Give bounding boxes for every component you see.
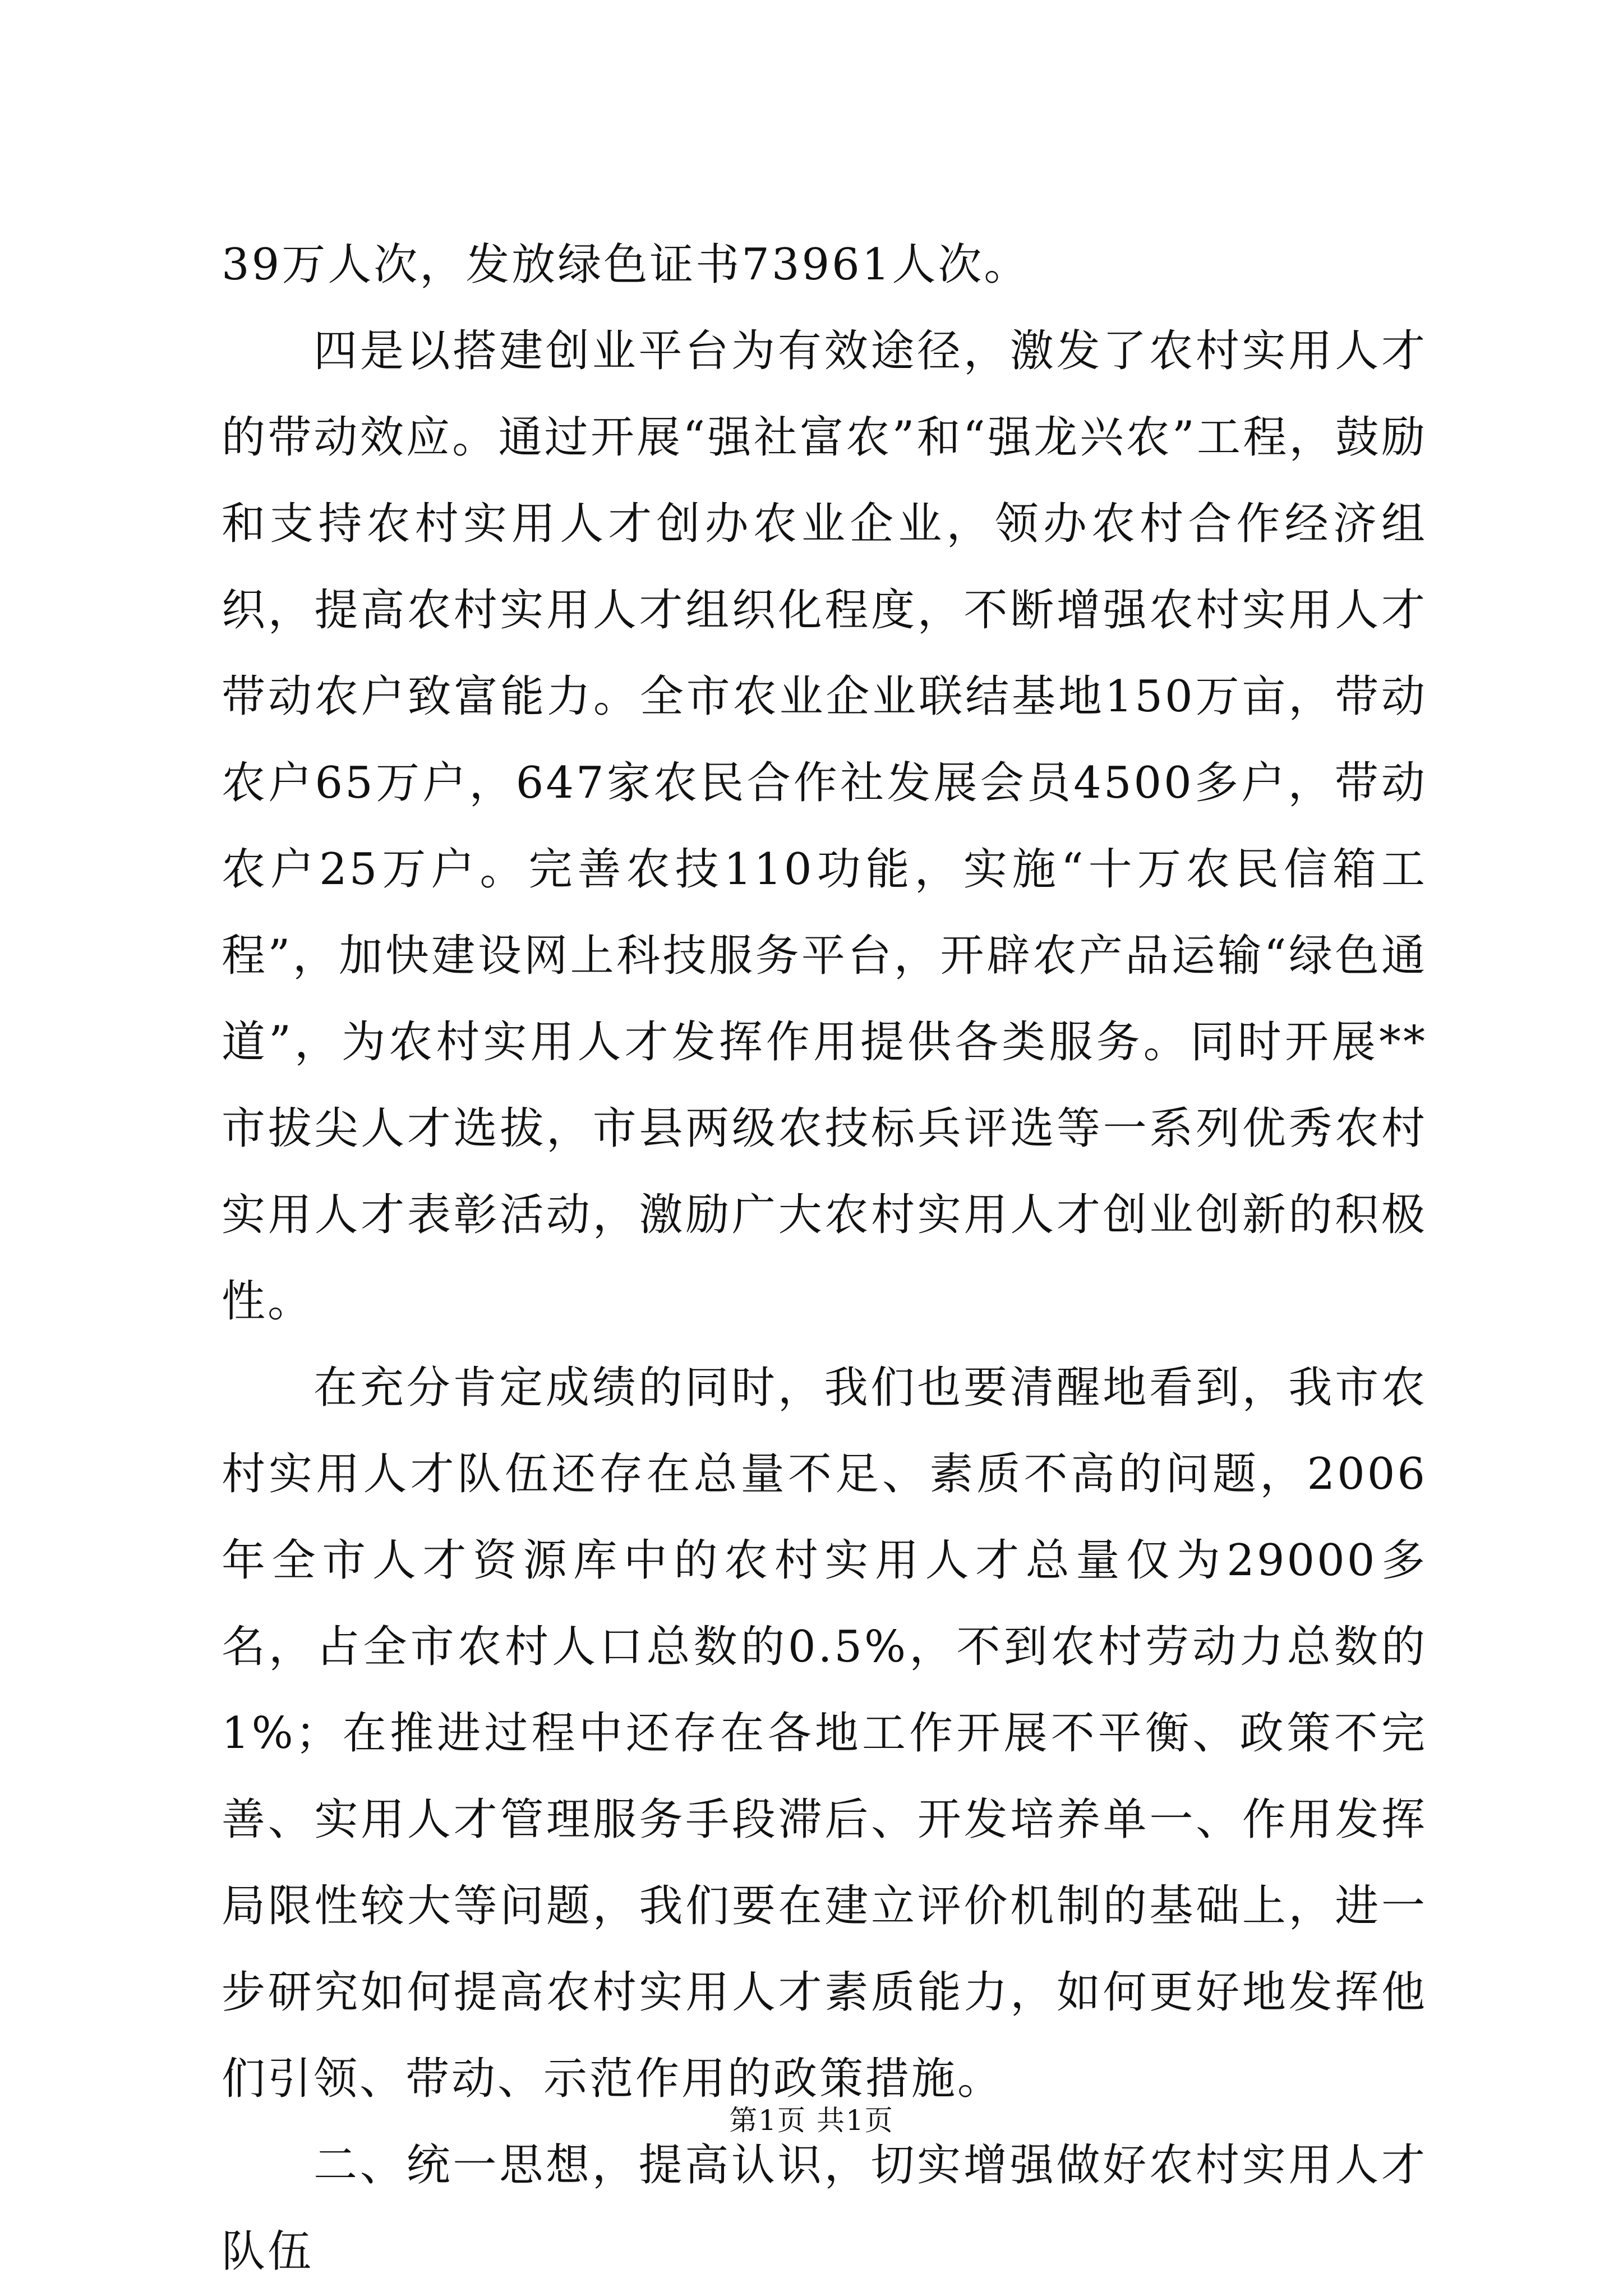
document-body xyxy=(222,222,1427,2295)
paragraph-entrepreneurship-platform: 四是以搭建创业平台为有效途径，激发了农村实用人才的带动效应。通过开展“强社富农”和“强龙兴农”工程，鼓励和支持农村实用人才创办农业企业，领办农村合作经济组织，提高农村实用人才组织化程度，不断增强农村实用人才带动农户致富能力。全市农业企业联结基地150万亩，带动农户65万户，647家农民合作社发展会员4500多户，带动农户25万户。完善农技110功能，实施“十万农民信箱工程”，加快建设网上科技服务平台，开辟农产品运输“绿色通道”，为农村实用人才发挥作用提供各类服务。同时开展**市拔尖人才选拔，市县两级农技标兵评选等一系列优秀农村实用人才表彰活动，激励广大农村实用人才创业创新的积极性。 xyxy=(222,326,1427,1327)
page-number-footer: 第1页 共1页 xyxy=(729,2104,894,2137)
paragraph-shortcomings: 在充分肯定成绩的同时，我们也要清醒地看到，我市农村实用人才队伍还存在总量不足、素质不高的问题，2006年全市人才资源库中的农村实用人才总量仅为29000多名，占全市农村人口总数的0.5%，不到农村劳动力总数的1%；在推进过程中还存在各地工作开展不平衡、政策不完善、实用人才管理服务手段滞后、开发培养单一、作用发挥局限性较大等问题，我们要在建立评价机制的基础上，进一步研究如何提高农村实用人才素质能力，如何更好地发挥他们引领、带动、示范作用的政策措施。 xyxy=(222,1363,1427,2104)
section-heading-two: 二、统一思想，提高认识，切实增强做好农村实用人才队伍 xyxy=(222,2140,1427,2277)
paragraph-continuation: 39万人次，发放绿色证书73961人次。 xyxy=(222,240,1030,290)
